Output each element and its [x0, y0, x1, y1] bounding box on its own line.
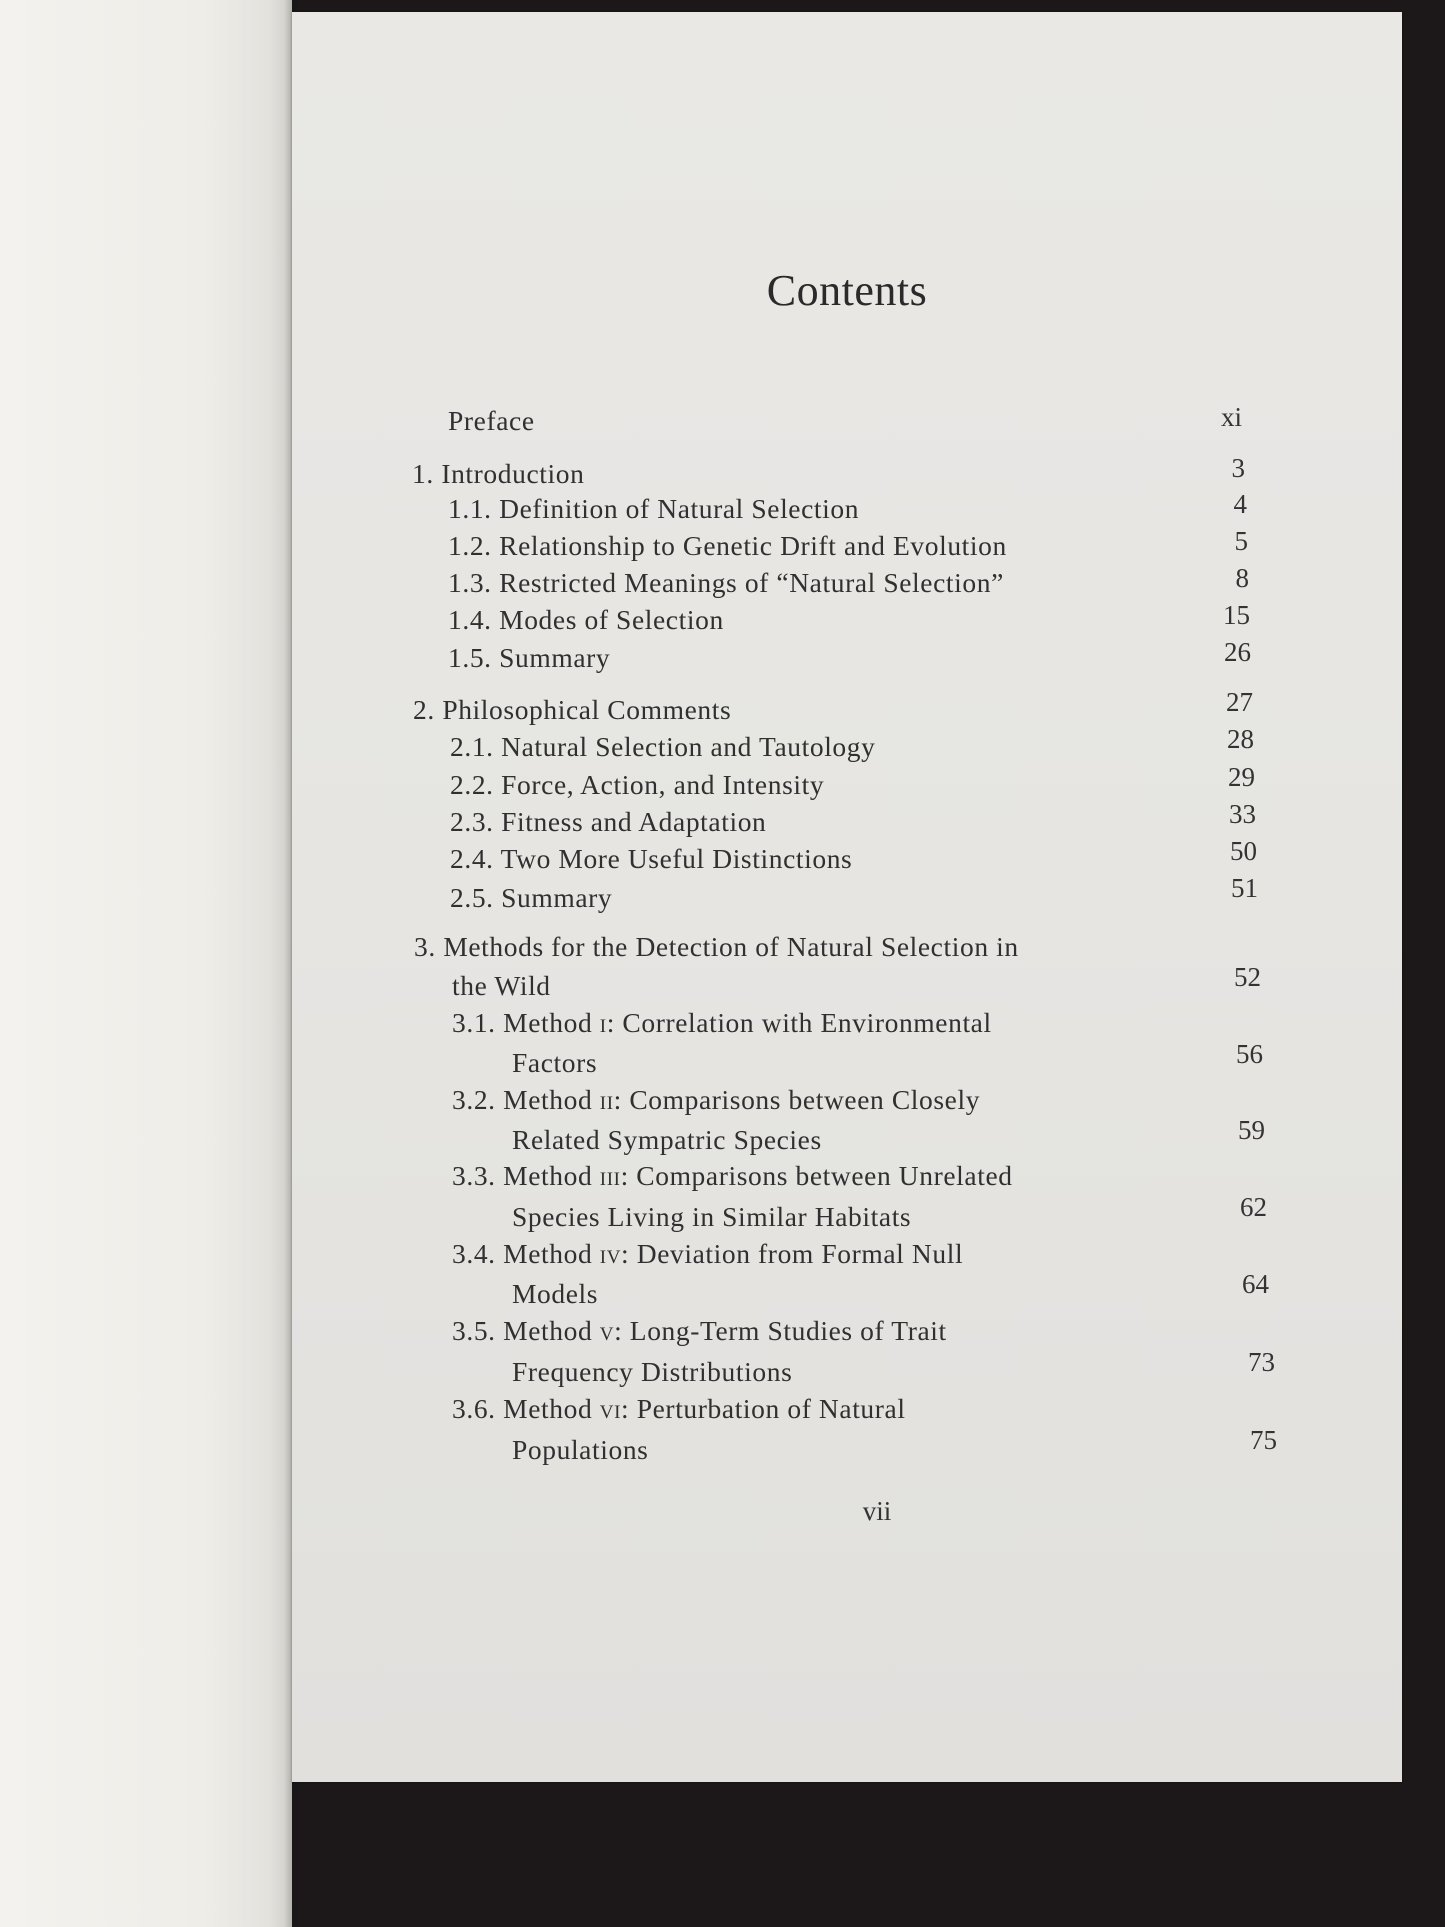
toc-label: Fitness and Adaptation	[501, 806, 767, 837]
toc-entry-2-1	[450, 731, 875, 763]
toc-number: 3.2.	[452, 1084, 496, 1115]
toc-entry-3-2	[452, 1084, 980, 1116]
toc-number: 1.5.	[448, 642, 492, 673]
toc-entry-chapter-3	[414, 931, 1019, 963]
toc-entry-2-3	[450, 806, 766, 838]
toc-page-number: 33	[1229, 799, 1256, 829]
toc-label: Introduction	[441, 458, 585, 489]
toc-entry-2-4	[450, 843, 852, 875]
toc-entry-1-1	[448, 493, 859, 525]
page-folio: vii	[862, 1496, 892, 1526]
toc-number: 3.	[414, 931, 436, 962]
toc-label: Modes of Selection	[499, 604, 724, 635]
toc-label: Methods for the Detection of Natural Selection in	[443, 931, 1019, 962]
toc-page-number: 27	[1226, 687, 1253, 717]
toc-number: 1.	[412, 458, 434, 489]
toc-entry-1-2	[448, 530, 1007, 562]
toc-page-number: 15	[1223, 600, 1250, 630]
toc-label: Restricted Meanings of “Natural Selection”	[499, 567, 1004, 598]
toc-entry-preface	[448, 405, 535, 437]
toc-page-number: xi	[1220, 402, 1242, 432]
toc-page-number: 8	[1235, 563, 1249, 593]
toc-label: Summary	[499, 642, 611, 673]
contents-page	[292, 12, 1402, 1782]
toc-page-number: 59	[1238, 1115, 1265, 1145]
toc-label: Two More Useful Distinctions	[500, 843, 853, 874]
toc-number: 3.3.	[452, 1160, 496, 1191]
toc-page-number: 3	[1231, 453, 1245, 483]
toc-number: 3.5.	[452, 1315, 496, 1346]
toc-page-number: 50	[1230, 836, 1257, 866]
left-page	[0, 0, 292, 1927]
toc-page-number: 26	[1224, 637, 1251, 667]
page-title: Contents	[766, 266, 928, 315]
toc-entry-1-4	[448, 604, 724, 636]
toc-page-number: 29	[1228, 762, 1255, 792]
toc-label: Method i: Correlation with Environmental	[503, 1007, 992, 1038]
toc-page-number: 62	[1240, 1192, 1267, 1222]
toc-entry-3-6	[452, 1393, 906, 1425]
toc-label: Method ii: Comparisons between Closely	[503, 1084, 981, 1115]
toc-label: Method v: Long-Term Studies of Trait	[503, 1315, 947, 1346]
toc-number: 3.1.	[452, 1007, 496, 1038]
toc-label: Method iv: Deviation from Formal Null	[503, 1238, 964, 1269]
toc-entry-2-5	[450, 882, 612, 914]
toc-page-number: 51	[1231, 873, 1258, 903]
toc-number: 1.3.	[448, 567, 492, 598]
toc-number: 3.4.	[452, 1238, 496, 1269]
toc-label: Preface	[448, 405, 535, 436]
toc-entry-3-2-cont: Related Sympatric Species	[512, 1124, 822, 1155]
toc-label: Natural Selection and Tautology	[501, 731, 876, 762]
toc-entry-3-4-cont: Models	[512, 1278, 599, 1309]
toc-page-number: 73	[1248, 1347, 1275, 1377]
toc-number: 2.5.	[450, 882, 494, 913]
toc-entry-chapter-3-cont: the Wild	[452, 970, 551, 1001]
toc-entry-3-4	[452, 1238, 963, 1270]
toc-page-number: 64	[1242, 1269, 1269, 1299]
toc-number: 2.3.	[450, 806, 494, 837]
toc-label: Method iii: Comparisons between Unrelated	[503, 1160, 1013, 1191]
toc-number: 1.4.	[448, 604, 492, 635]
toc-entry-3-5-cont: Frequency Distributions	[512, 1356, 793, 1387]
toc-page-number: 28	[1227, 724, 1254, 754]
toc-page-number: 52	[1234, 962, 1261, 992]
toc-page-number: 56	[1236, 1039, 1263, 1069]
toc-page-number: 4	[1233, 489, 1247, 519]
toc-number: 1.1.	[448, 493, 492, 524]
toc-label: Definition of Natural Selection	[499, 493, 860, 524]
toc-entry-2-2	[450, 769, 824, 801]
toc-entry-3-1	[452, 1007, 992, 1039]
toc-page-number: 5	[1234, 526, 1248, 556]
toc-entry-chapter-1	[412, 458, 584, 490]
toc-label: Philosophical Comments	[442, 694, 732, 725]
toc-label: Summary	[501, 882, 613, 913]
toc-number: 1.2.	[448, 530, 492, 561]
toc-entry-3-3-cont: Species Living in Similar Habitats	[512, 1201, 912, 1232]
toc-number: 2.4.	[450, 843, 494, 874]
toc-entry-3-5	[452, 1315, 947, 1347]
toc-number: 2.	[413, 694, 435, 725]
toc-label: Method vi: Perturbation of Natural	[503, 1393, 906, 1424]
toc-entry-3-1-cont: Factors	[512, 1047, 598, 1078]
toc-label: Relationship to Genetic Drift and Evolution	[499, 530, 1007, 561]
toc-number: 2.2.	[450, 769, 494, 800]
toc-label: Force, Action, and Intensity	[501, 769, 825, 800]
toc-entry-1-3	[448, 567, 1004, 599]
toc-number: 3.6.	[452, 1393, 496, 1424]
toc-entry-3-6-cont: Populations	[512, 1434, 649, 1465]
toc-entry-1-5	[448, 642, 610, 674]
toc-entry-3-3	[452, 1160, 1013, 1192]
toc-page-number: 75	[1250, 1425, 1277, 1455]
toc-number: 2.1.	[450, 731, 494, 762]
toc-entry-chapter-2	[413, 694, 731, 726]
